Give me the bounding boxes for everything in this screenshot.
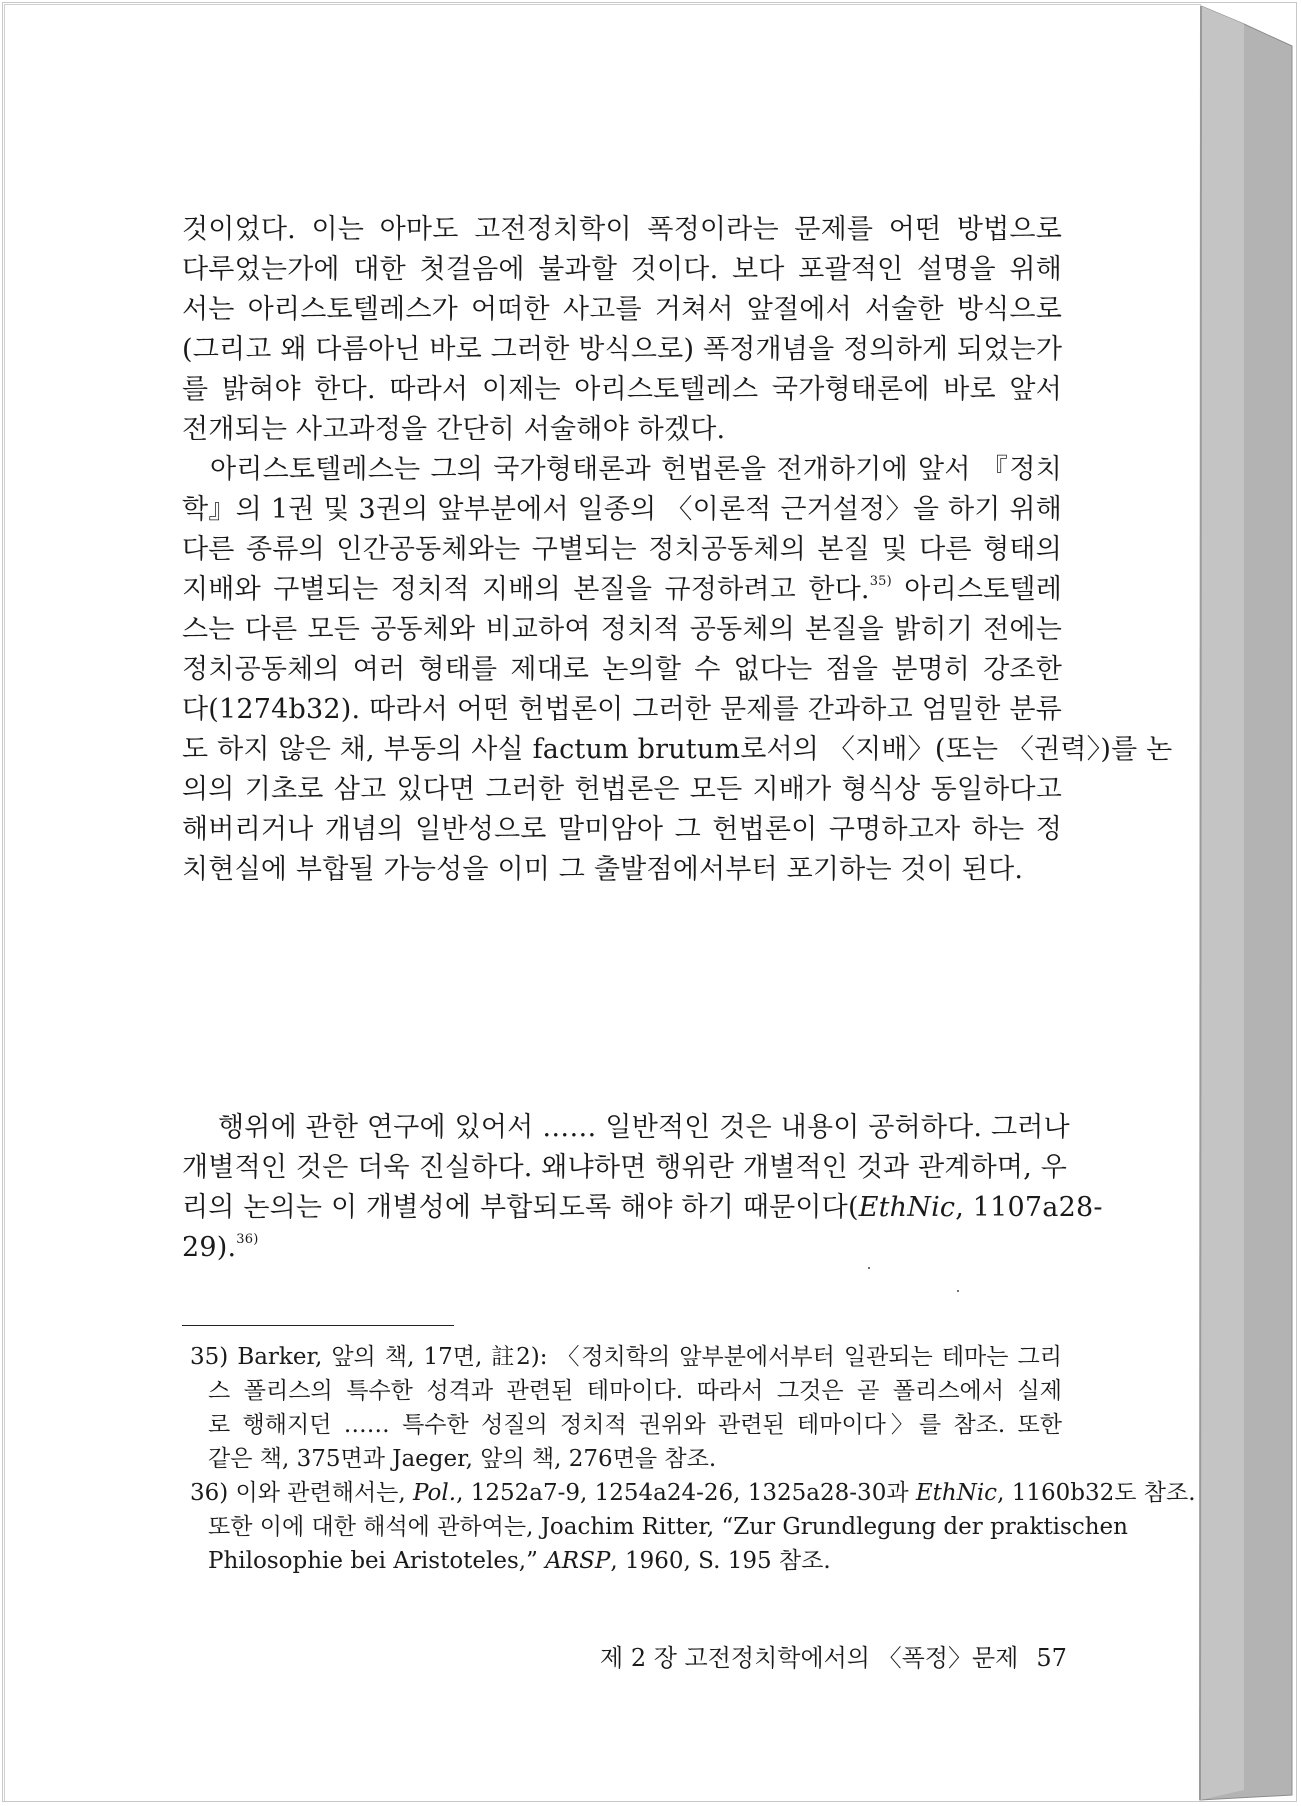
citation-arsp: ARSP (545, 1548, 611, 1574)
footnote-text: , 1252a7-9, 1254a24-26, 1325a28-30과 (456, 1480, 916, 1506)
quote-line: 행위에 관한 연구에 있어서 …… 일반적인 것은 내용이 공허하다. 그러나 (218, 1112, 1070, 1143)
body-line (182, 570, 1062, 610)
body-text (182, 210, 1173, 890)
body-line: 다루었는가에 대한 첫걸음에 불과할 것이다. 보다 포괄적인 설명을 위해 (182, 254, 1062, 285)
footnote-line: 같은 책, 375면과 Jaeger, 앞의 책, 276면을 참조. (208, 1446, 717, 1472)
page-number: 57 (1036, 1644, 1067, 1672)
footnote-line: 또한 이에 대한 해석에 관하여는, Joachim Ritter, “Zur Grundlegung der praktischen (208, 1514, 1128, 1540)
quote-line (182, 1228, 1062, 1268)
quote-line-text: , 1107a28- (955, 1192, 1103, 1223)
quote-line-text: 29). (182, 1232, 237, 1263)
body-line: (그리고 왜 다름아닌 바로 그러한 방식으로) 폭정개념을 정의하게 되었는가 (182, 334, 1063, 365)
body-line: 를 밝혀야 한다. 따라서 이제는 아리스토텔레스 국가형태론에 바로 앞서 (182, 374, 1062, 405)
quote-line: 개별적인 것은 더욱 진실하다. 왜냐하면 행위란 개별적인 것과 관계하며, 우 (182, 1152, 1068, 1183)
body-line: 도 하지 않은 채, 부동의 사실 factum brutum로서의 〈지배〉(또는 〈권력〉)를 논 (182, 734, 1173, 765)
page-footer (600, 1638, 1067, 1673)
citation-ethnic: EthNic (915, 1480, 998, 1506)
body-line: 스는 다른 모든 공동체와 비교하여 정치적 공동체의 본질을 밝히기 전에는 (182, 614, 1062, 645)
running-head: 제 2 장 고전정치학에서의 〈폭정〉문제 (600, 1644, 1019, 1672)
footnote-text: , 1960, S. 195 참조. (610, 1548, 831, 1574)
footnote-text: Philosophie bei Aristoteles,” (208, 1548, 546, 1574)
citation-ethnic: EthNic (858, 1192, 956, 1223)
body-line: 학』의 1권 및 3권의 앞부분에서 일종의 〈이론적 근거설정〉을 하기 위해 (182, 494, 1062, 525)
quote-line (182, 1188, 1103, 1228)
body-line-text: 지배와 구별되는 정치적 지배의 본질을 규정하려고 한다. (182, 574, 870, 605)
footnote-line (190, 1544, 1062, 1578)
footnote-line: 스 폴리스의 특수한 성격과 관련된 테마이다. 따라서 그것은 곧 폴리스에서 실제 (208, 1378, 1062, 1404)
footnote-36 (190, 1476, 1196, 1510)
body-line: 정치공동체의 여러 형태를 제대로 논의할 수 없다는 점을 분명히 강조한 (182, 654, 1062, 685)
speck (957, 1290, 959, 1292)
footnote-text: , 1160b32도 참조. (997, 1480, 1196, 1506)
body-line: 다(1274b32). 따라서 어떤 헌법론이 그러한 문제를 간과하고 엄밀한 분류 (182, 694, 1062, 725)
body-line-text: 아리스토텔레 (891, 574, 1062, 605)
footnote-35: 35) Barker, 앞의 책, 17면, 註2): 〈정치학의 앞부분에서부터 일관되는 테마는 그리 (190, 1344, 1062, 1370)
footnote-rule (182, 1325, 454, 1326)
speck (868, 1267, 870, 1269)
block-quote (182, 1108, 1103, 1268)
footnote-ref-36: 36) (236, 1232, 259, 1247)
body-line: 의의 기초로 삼고 있다면 그러한 헌법론은 모든 지배가 형식상 동일하다고 (182, 774, 1062, 805)
footnotes (190, 1340, 1196, 1578)
footnote-ref-35: 35) (869, 574, 892, 589)
body-line: 아리스토텔레스는 그의 국가형태론과 헌법론을 전개하기에 앞서 『정치 (210, 454, 1062, 485)
footnote-text: 36) 이와 관련해서는, (190, 1480, 414, 1506)
body-line: 전개되는 사고과정을 간단히 서술해야 하겠다. (182, 414, 726, 445)
quote-line-text: 리의 논의는 이 개별성에 부합되도록 해야 하기 때문이다( (182, 1192, 859, 1223)
citation-pol: Pol. (413, 1480, 457, 1506)
body-line: 해버리거나 개념의 일반성으로 말미암아 그 헌법론이 구명하고자 하는 정 (182, 814, 1062, 845)
body-line: 다른 종류의 인간공동체와는 구별되는 정치공동체의 본질 및 다른 형태의 (182, 534, 1062, 565)
body-line: 서는 아리스토텔레스가 어떠한 사고를 거쳐서 앞절에서 서술한 방식으로 (182, 294, 1062, 325)
body-line: 치현실에 부합될 가능성을 이미 그 출발점에서부터 포기하는 것이 된다. (182, 854, 1024, 885)
footnote-line: 로 행해지던 …… 특수한 성질의 정치적 권위와 관련된 테마이다〉를 참조. 또한 (208, 1412, 1062, 1438)
body-line: 것이었다. 이는 아마도 고전정치학이 폭정이라는 문제를 어떤 방법으로 (182, 214, 1062, 245)
